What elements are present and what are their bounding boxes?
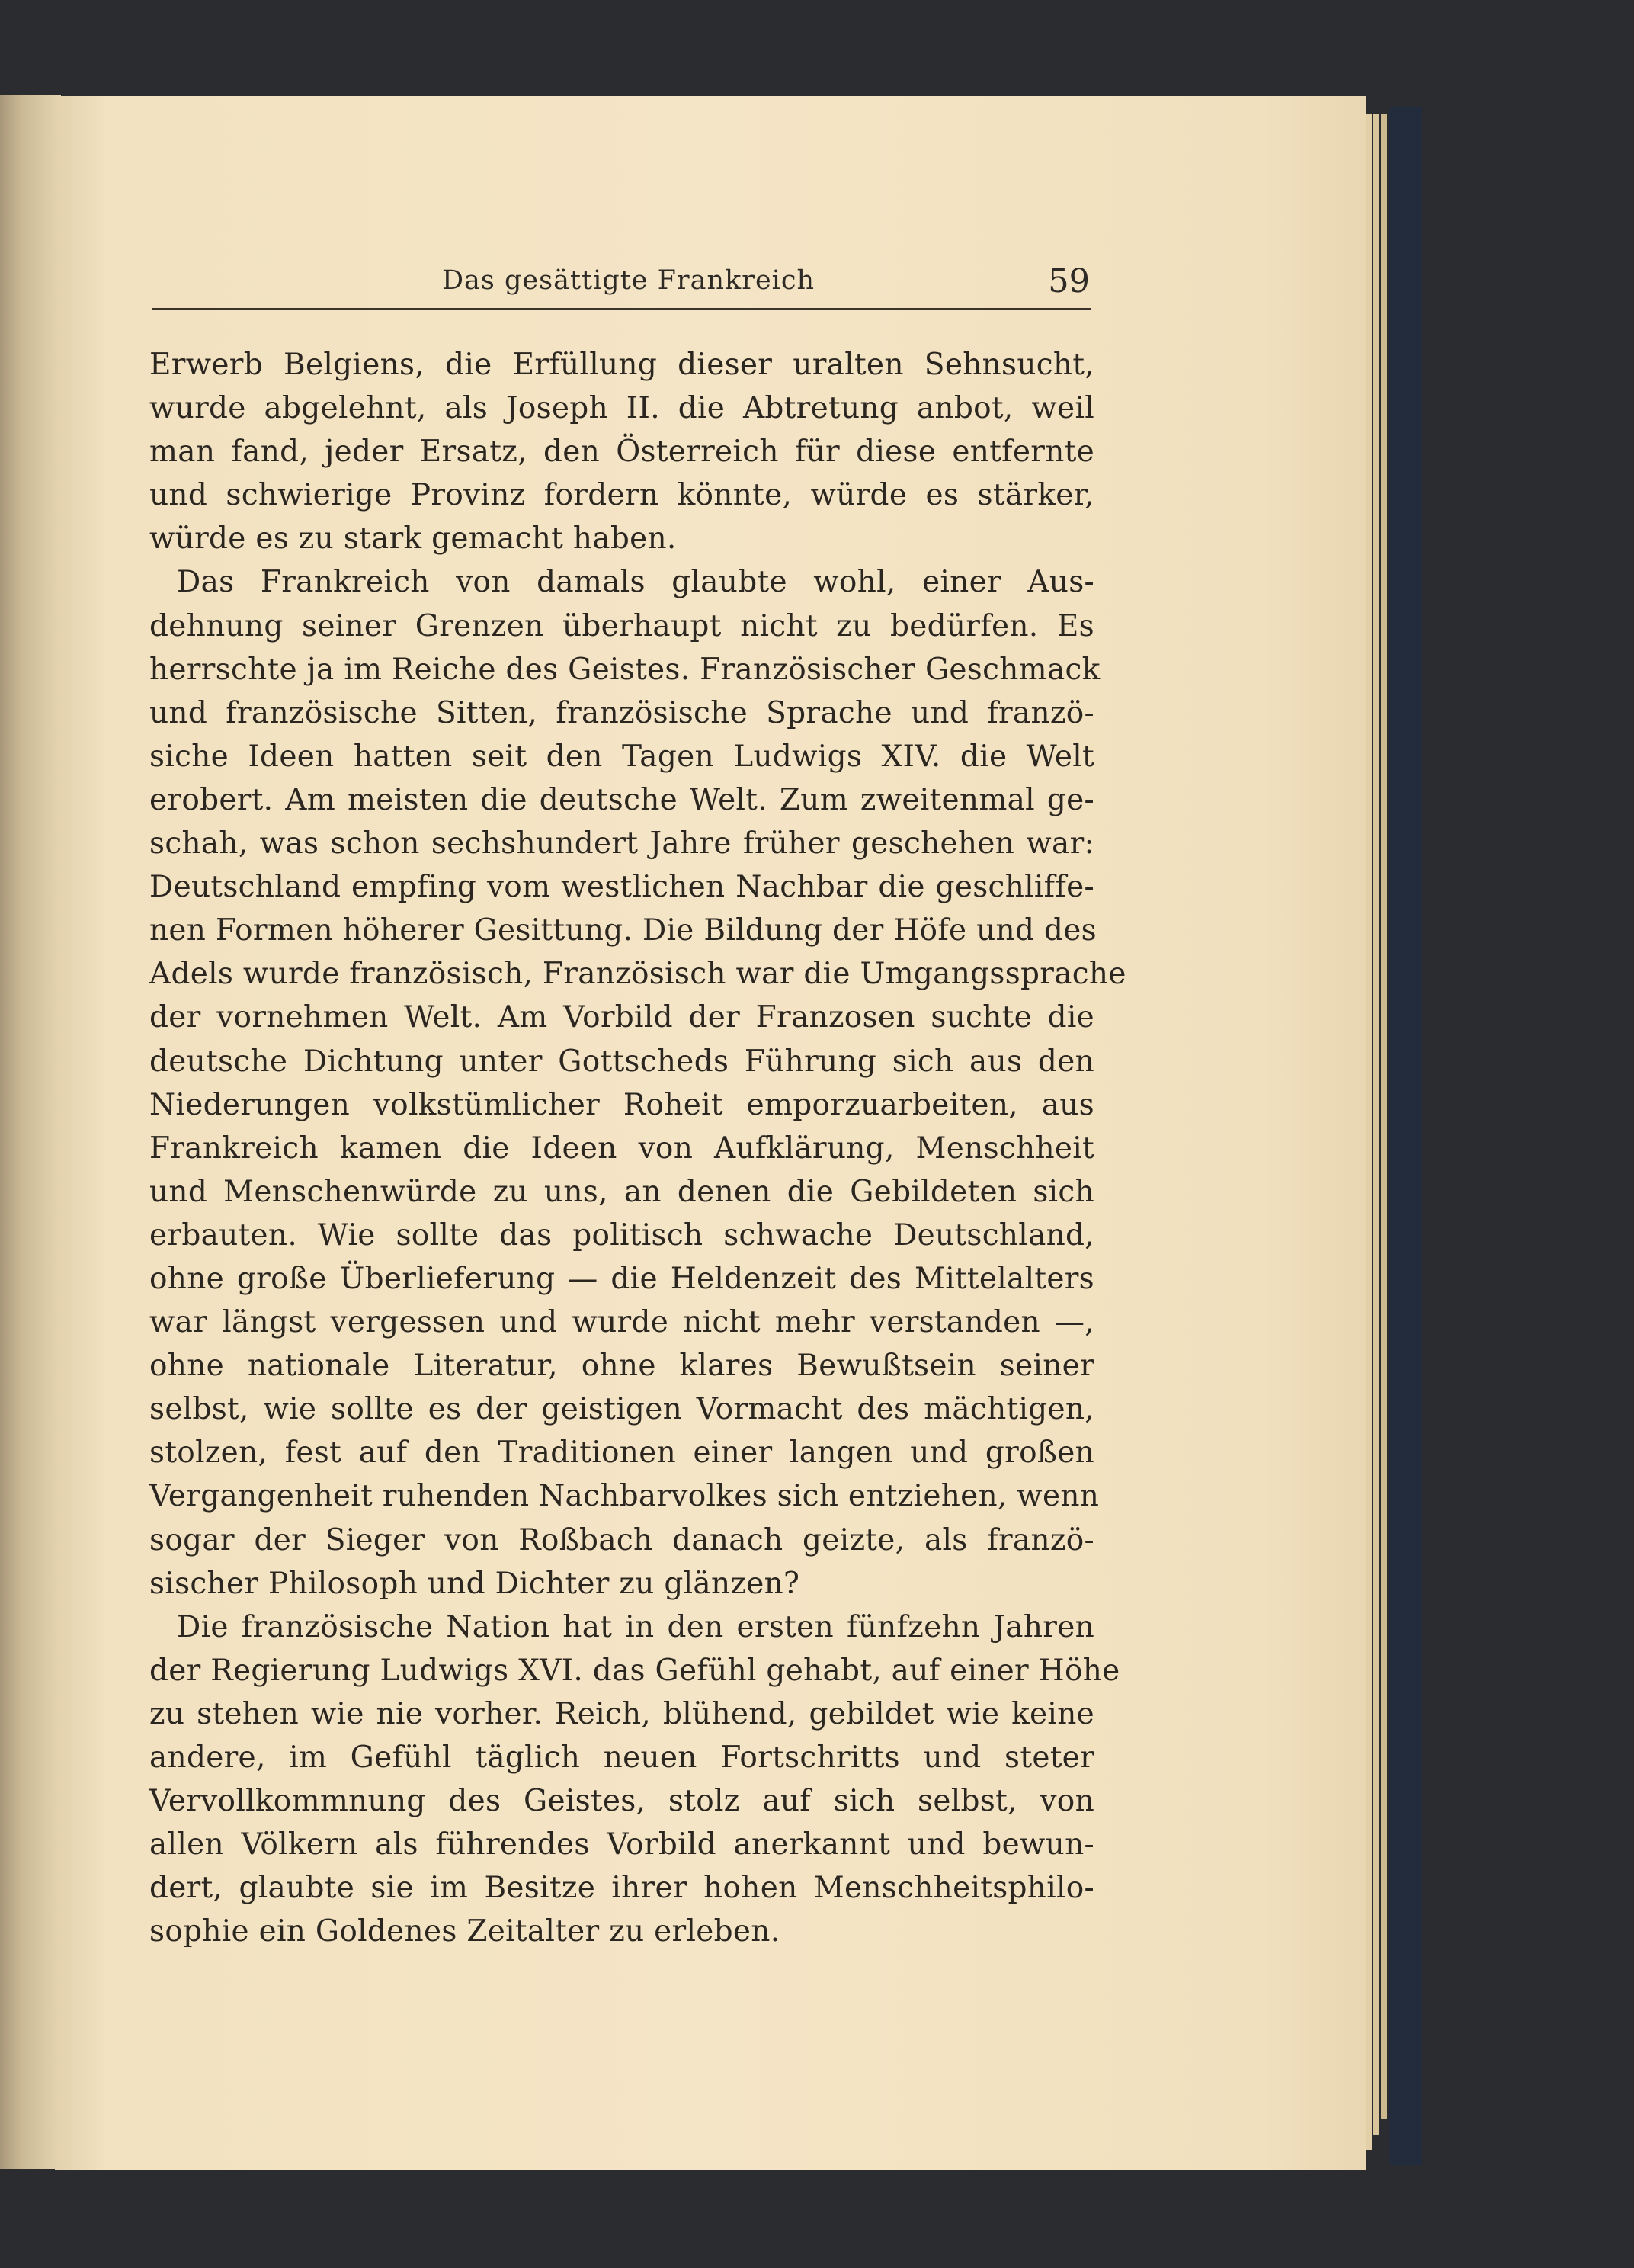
text-line: Frankreich kamen die Ideen von Aufklärung, Menschheit: [149, 1131, 1094, 1166]
text-line: zu stehen wie nie vorher. Reich, blühend, gebildet wie keine: [149, 1696, 1094, 1731]
text-line: dert, glaubte sie im Besitze ihrer hohen Menschheitsphilo-: [149, 1871, 1094, 1906]
page-stack-edge: [1381, 114, 1387, 2119]
text-line: herrschte ja im Reiche des Geistes. Französischer Geschmack: [149, 652, 1101, 687]
running-head-title: Das gesättigte Frankreich: [442, 265, 815, 296]
header-rule: [152, 308, 1091, 310]
paragraph: [149, 560, 1126, 1605]
text-line: Das Frankreich von damals glaubte wohl, einer Aus-: [177, 565, 1094, 600]
text-line: allen Völkern als führendes Vorbild anerkannt und bewun-: [149, 1827, 1094, 1862]
text-line: Deutschland empfing vom westlichen Nachbar die geschliffe-: [149, 870, 1094, 905]
text-line: sogar der Sieger von Roßbach danach geizte, als franzö-: [149, 1522, 1094, 1557]
text-line: der vornehmen Welt. Am Vorbild der Franzosen suchte die: [149, 1000, 1094, 1035]
book-cover-edge: [1389, 107, 1422, 2165]
text-line: erobert. Am meisten die deutsche Welt. Zum zweitenmal ge-: [149, 782, 1094, 817]
left-page-edge: [0, 95, 61, 2169]
text-line: ohne nationale Literatur, ohne klares Bewußtsein seiner: [149, 1349, 1094, 1384]
text-line: wurde abgelehnt, als Joseph II. die Abtretung anbot, weil: [149, 391, 1094, 426]
text-line: nen Formen höherer Gesittung. Die Bildung der Höfe und des: [149, 913, 1097, 948]
running-head: [290, 262, 1090, 311]
page-number: 59: [1048, 262, 1090, 300]
text-line: Vervollkommnung des Geistes, stolz auf sich selbst, von: [149, 1784, 1094, 1819]
body-text: [149, 343, 1126, 1953]
text-line: andere, im Gefühl täglich neuen Fortschritts und steter: [149, 1740, 1094, 1775]
text-line: deutsche Dichtung unter Gottscheds Führung sich aus den: [149, 1044, 1094, 1079]
text-line: würde es zu stark gemacht haben.: [149, 521, 677, 557]
text-line: war längst vergessen und wurde nicht mehr verstanden —,: [149, 1305, 1094, 1340]
text-line: Adels wurde französisch, Französisch war die Umgangssprache: [149, 957, 1126, 992]
text-line: und schwierige Provinz fordern könnte, würde es stärker,: [149, 478, 1094, 513]
text-line: selbst, wie sollte es der geistigen Vormacht des mächtigen,: [149, 1392, 1094, 1427]
text-line: siche Ideen hatten seit den Tagen Ludwigs XIV. die Welt: [149, 739, 1094, 774]
page-stack-edge: [1366, 114, 1372, 2150]
text-line: dehnung seiner Grenzen überhaupt nicht zu bedürfen. Es: [149, 608, 1094, 643]
text-line: und Menschenwürde zu uns, an denen die Gebildeten sich: [149, 1174, 1094, 1209]
text-line: ohne große Überlieferung — die Heldenzeit des Mittelalters: [149, 1261, 1094, 1296]
text-line: Vergangenheit ruhenden Nachbarvolkes sich entziehen, wenn: [149, 1479, 1100, 1514]
text-line: sischer Philosoph und Dichter zu glänzen?: [149, 1566, 800, 1601]
text-line: der Regierung Ludwigs XVI. das Gefühl gehabt, auf einer Höhe: [149, 1653, 1120, 1688]
text-line: erbauten. Wie sollte das politisch schwache Deutschland,: [149, 1217, 1094, 1253]
page-stack-edge: [1373, 114, 1379, 2135]
paragraph: [149, 1606, 1120, 1954]
text-line: stolzen, fest auf den Traditionen einer langen und großen: [149, 1436, 1094, 1471]
text-line: und französische Sitten, französische Sprache und franzö-: [149, 695, 1094, 730]
text-line: Niederungen volkstümlicher Roheit emporzuarbeiten, aus: [149, 1087, 1094, 1122]
text-line: Die französische Nation hat in den ersten fünfzehn Jahren: [177, 1609, 1094, 1644]
text-line: sophie ein Goldenes Zeitalter zu erleben.: [149, 1914, 780, 1949]
text-line: schah, was schon sechshundert Jahre früher geschehen war:: [149, 826, 1094, 861]
paragraph: [149, 343, 1094, 560]
text-line: Erwerb Belgiens, die Erfüllung dieser uralten Sehnsucht,: [149, 348, 1094, 382]
text-line: man fand, jeder Ersatz, den Österreich für diese entfernte: [149, 435, 1094, 470]
